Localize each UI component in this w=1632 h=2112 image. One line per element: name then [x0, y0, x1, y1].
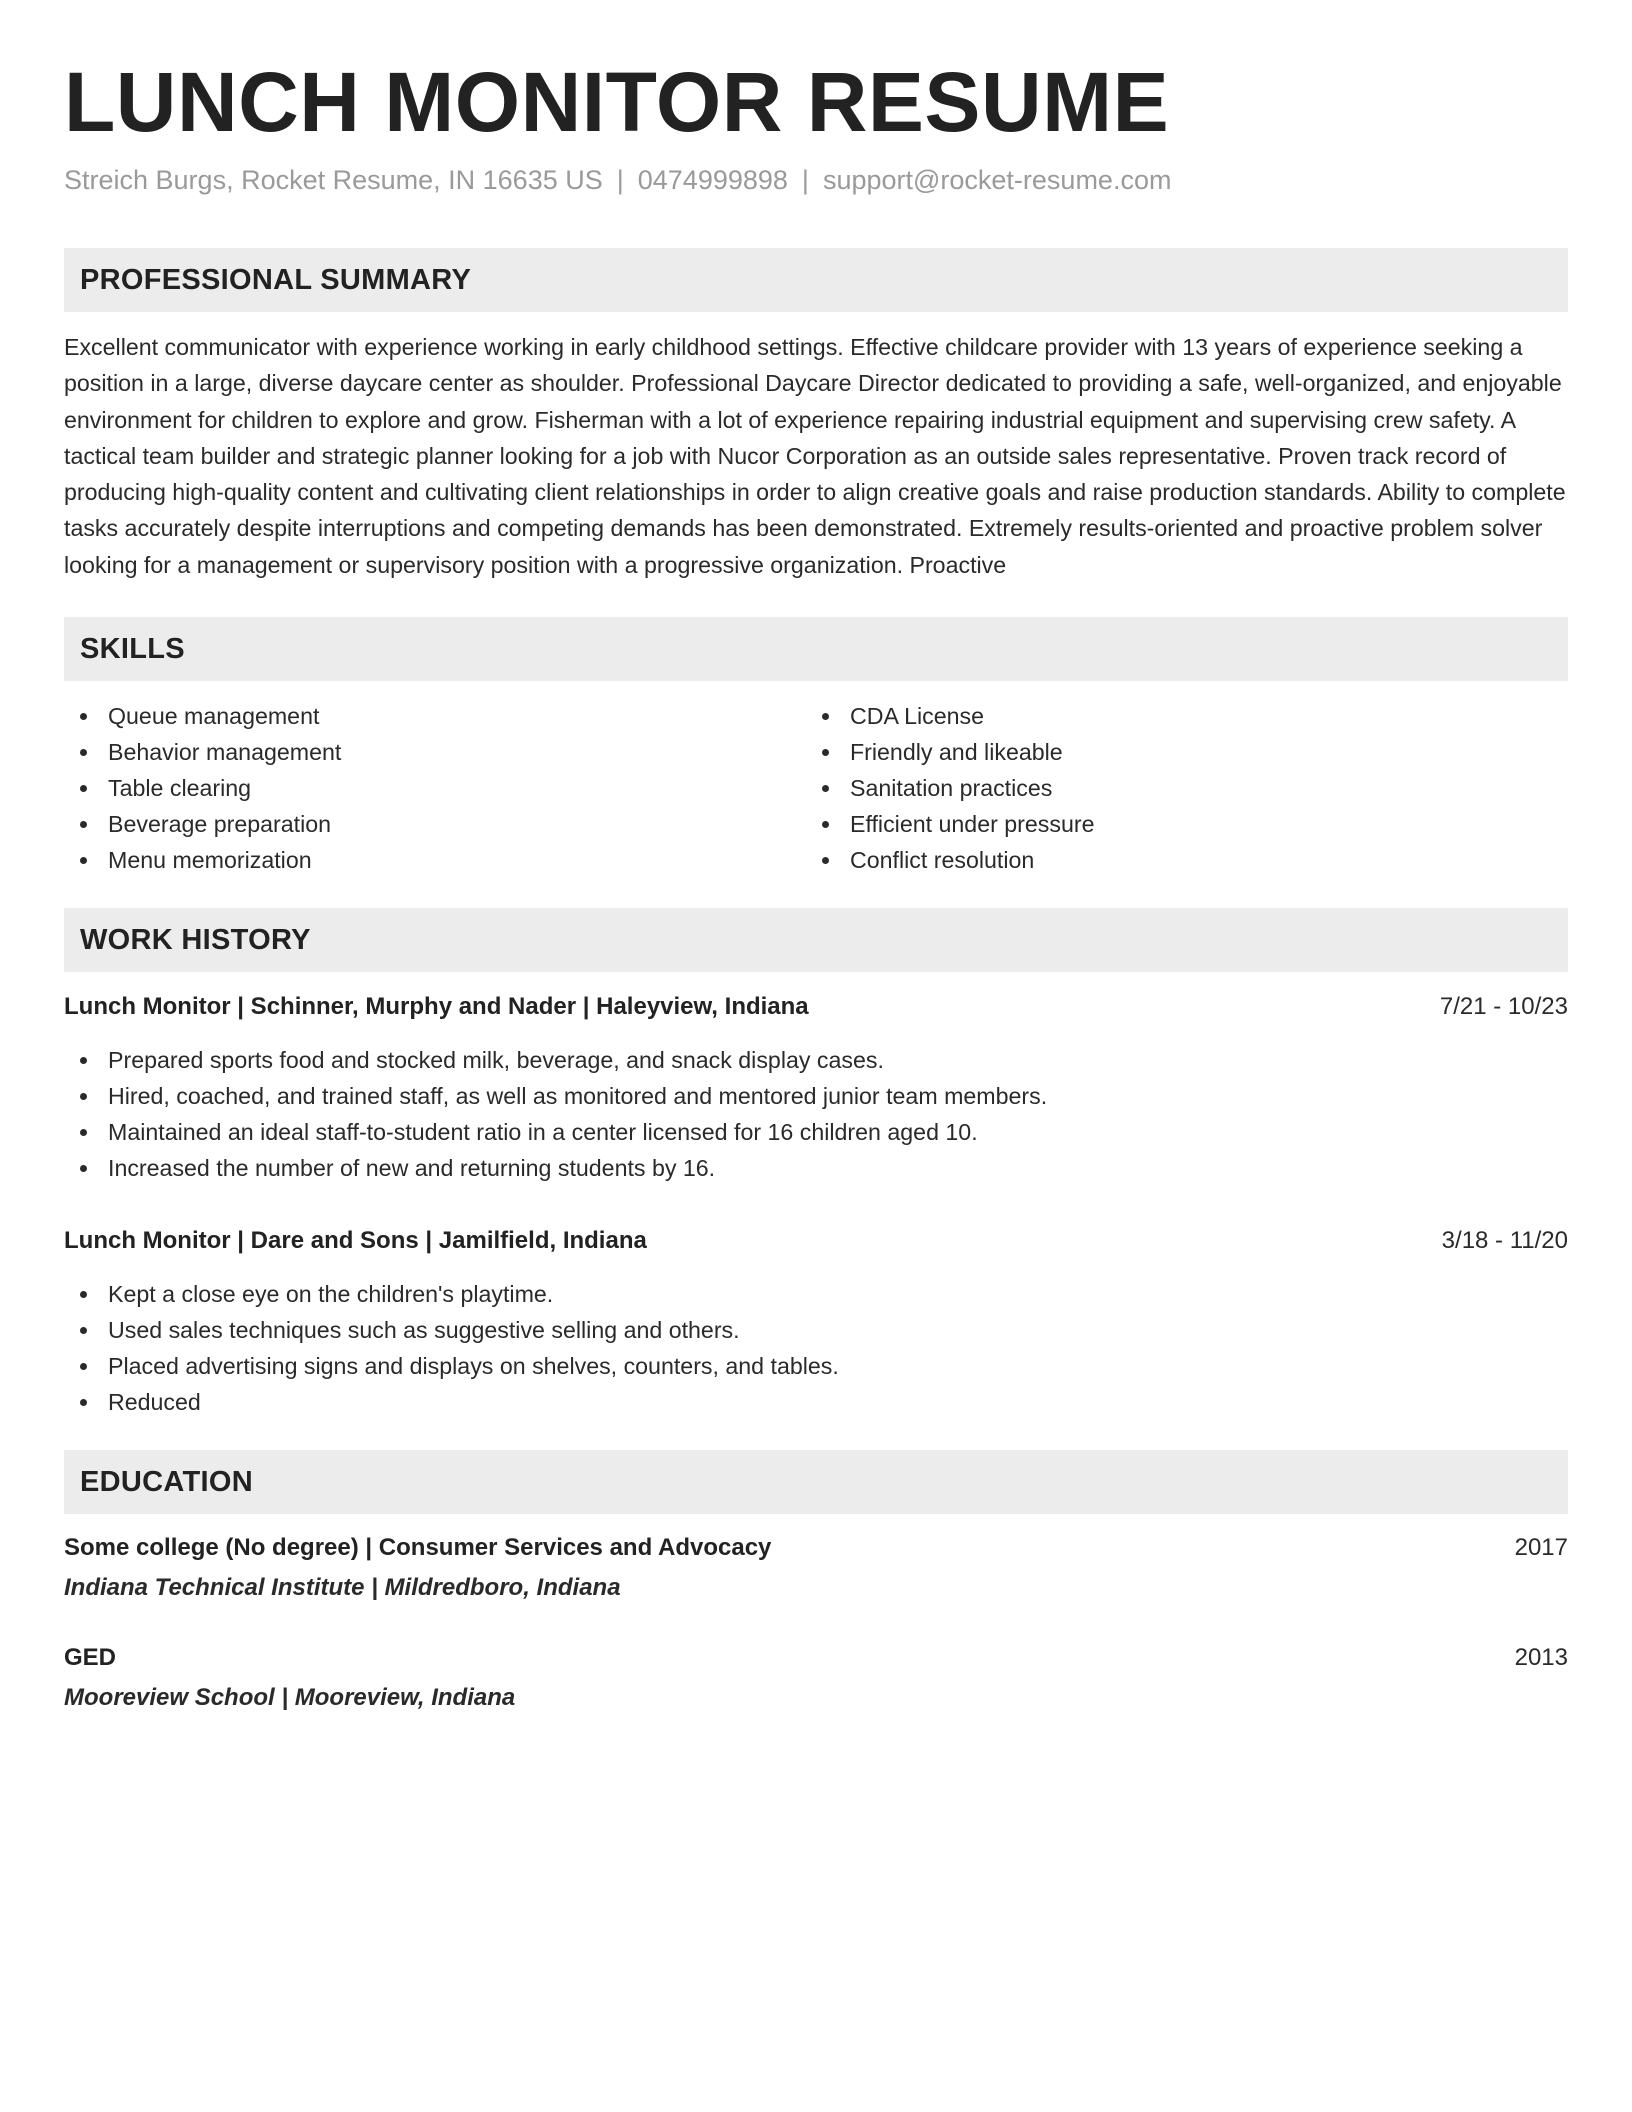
job-entry: [64, 1224, 1568, 1420]
job-duty: Used sales techniques such as suggestive selling and others.: [64, 1312, 1568, 1348]
job-entry: [64, 990, 1568, 1186]
education-year: 2013: [1514, 1644, 1568, 1672]
section-header-summary: PROFESSIONAL SUMMARY: [64, 248, 1568, 312]
job-duty: Increased the number of new and returning students by 16.: [64, 1150, 1568, 1186]
skill-item: Efficient under pressure: [806, 806, 1548, 842]
education-degree: GED: [64, 1644, 117, 1672]
section-header-work-history: WORK HISTORY: [64, 908, 1568, 972]
skill-item: Conflict resolution: [806, 842, 1548, 878]
education-heading-row: [64, 1531, 1568, 1565]
skill-item: Menu memorization: [64, 842, 806, 878]
resume-title: LUNCH MONITOR RESUME: [64, 55, 1170, 149]
skill-item: Beverage preparation: [64, 806, 806, 842]
contact-phone: 0474999898: [637, 165, 788, 195]
skill-item: Queue management: [64, 698, 806, 734]
contact-email: support@rocket-resume.com: [822, 165, 1172, 195]
job-duties: [64, 1042, 1568, 1186]
summary-text: Excellent communicator with experience working in early childhood settings. Effective childcare provider with 13 years of experience seeking a position in a large, diverse daycare center as shoulder. Professional Daycare Director dedicated to providing a safe, well-organized, and enjoyable environment for children to explore and grow. Fisherman with a lot of experience repairing industrial equipment and supervising crew safety. A tactical team builder and strategic planner looking for a job with Nucor Corporation as an outside sales representative. Proven track record of producing high-quality content and cultivating client relationships in order to align creative goals and raise production standards. Ability to complete tasks accurately despite interruptions and competing demands has been demonstrated. Extremely results-oriented and proactive problem solver looking for a management or supervisory position with a progressive organization. Proactive: [64, 334, 1566, 578]
skill-item: Behavior management: [64, 734, 806, 770]
job-duty: Placed advertising signs and displays on shelves, counters, and tables.: [64, 1348, 1568, 1384]
skills-column-right: [806, 698, 1548, 878]
contact-line: [64, 162, 1568, 198]
job-duty: Reduced: [64, 1384, 1568, 1420]
section-header-education: EDUCATION: [64, 1450, 1568, 1514]
education-school: Indiana Technical Institute | Mildredboro, Indiana: [64, 1574, 621, 1602]
education-year: 2017: [1514, 1534, 1568, 1562]
job-duty: Kept a close eye on the children's playtime.: [64, 1276, 1568, 1312]
skills-list: [64, 698, 1568, 878]
education-degree: Some college (No degree) | Consumer Services and Advocacy: [64, 1534, 772, 1562]
job-dates: 7/21 - 10/23: [1439, 993, 1568, 1021]
contact-address: Streich Burgs, Rocket Resume, IN 16635 US: [64, 165, 603, 195]
job-heading-row: [64, 990, 1568, 1024]
job-duties: [64, 1276, 1568, 1420]
education-entry: [64, 1641, 1568, 1715]
job-duty: Prepared sports food and stocked milk, beverage, and snack display cases.: [64, 1042, 1568, 1078]
education-heading-row: [64, 1641, 1568, 1675]
contact-separator: |: [616, 165, 624, 195]
education-entry: [64, 1531, 1568, 1605]
job-duty: Hired, coached, and trained staff, as well as monitored and mentored junior team members.: [64, 1078, 1568, 1114]
job-title: Lunch Monitor | Schinner, Murphy and Nader | Haleyview, Indiana: [64, 993, 809, 1021]
skill-item: Sanitation practices: [806, 770, 1548, 806]
skill-item: Table clearing: [64, 770, 806, 806]
skills-column-left: [64, 698, 806, 878]
job-duty: Maintained an ideal staff-to-student ratio in a center licensed for 16 children aged 10.: [64, 1114, 1568, 1150]
contact-separator: |: [801, 165, 809, 195]
education-school: Mooreview School | Mooreview, Indiana: [64, 1684, 516, 1712]
skill-item: CDA License: [806, 698, 1548, 734]
job-title: Lunch Monitor | Dare and Sons | Jamilfield, Indiana: [64, 1227, 647, 1255]
section-header-skills: SKILLS: [64, 617, 1568, 681]
job-heading-row: [64, 1224, 1568, 1258]
skill-item: Friendly and likeable: [806, 734, 1548, 770]
resume-page: [64, 52, 1568, 1715]
job-dates: 3/18 - 11/20: [1441, 1227, 1568, 1255]
